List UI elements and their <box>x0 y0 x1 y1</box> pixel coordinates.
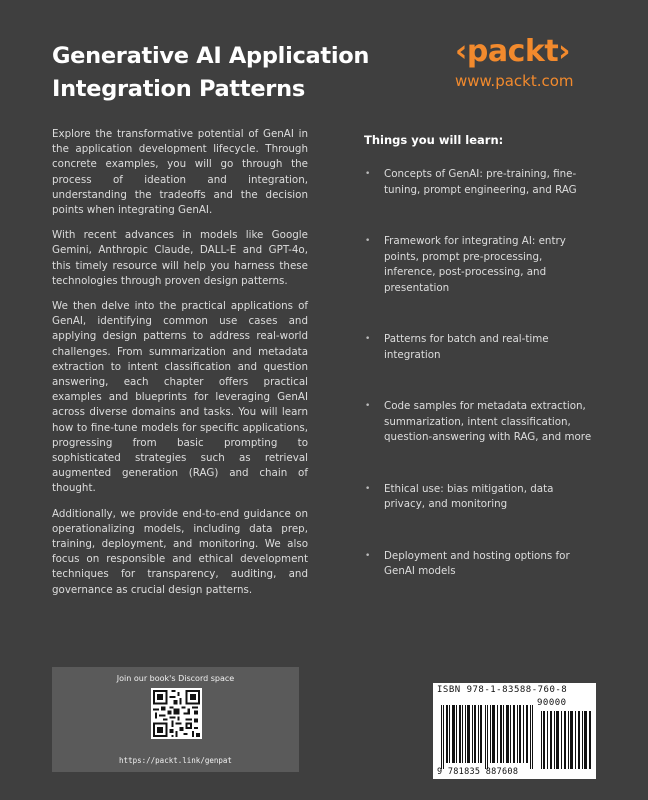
learning-list <box>364 167 596 580</box>
publisher-brand <box>455 34 605 90</box>
discord-panel <box>52 667 299 772</box>
description-paragraph-4: Additionally, we provide end-to-end guidance on operationalizing models, including data prep, training, deployment, and monitoring. We also focus on responsible and ethical development techniques for transparency, auditing, and governance as crucial design patterns. <box>52 507 308 596</box>
barcode-digits: 9 781835 887608 <box>437 767 519 777</box>
publisher-url[interactable]: www.packt.com <box>455 72 574 90</box>
book-title-line-1: Generative AI Application <box>52 43 370 69</box>
description-paragraph-2: With recent advances in models like Google Gemini, Anthropic Claude, DALL-E and GPT-4o, this timely resource will help you harness these technologies through proven design patterns. <box>52 229 308 287</box>
packt-logo: ‹packt› <box>455 34 571 69</box>
learning-item: • Concepts of GenAI: pre-training, fine-tuning, prompt engineering, and RAG <box>364 167 596 198</box>
description-paragraph-3: We then delve into the practical applications of GenAI, identifying common use cases and applying design patterns to address real-world challenges. From summarization and metadata extraction to intent classification and question answering, each chapter offers practical examples and blueprints for leveraging GenAI across diverse domains and tasks. You will learn how to fine-tune models for specific applications, progressing from basic prompting to sophisticated strategies such as retrieval augmented generation (RAG) and chain of thought. <box>52 300 308 495</box>
discord-label: Join our book's Discord space <box>116 674 235 683</box>
description-paragraph-1: Explore the transformative potential of GenAI in the application development lifecycle. Through concrete examples, you will go through the process of ideation and integration, understanding the tradeoffs and the decision points when integrating GenAI. <box>52 128 308 217</box>
isbn-number: ISBN 978-1-83588-760-8 <box>437 685 568 695</box>
book-description <box>52 127 308 608</box>
learning-item: • Deployment and hosting options for GenAI models <box>364 549 596 580</box>
learning-outcomes <box>364 133 596 580</box>
learning-item: • Ethical use: bias mitigation, data privacy, and monitoring <box>364 482 596 513</box>
learning-heading: Things you will learn: <box>364 133 504 147</box>
price-barcode-icon <box>541 711 591 769</box>
isbn-barcode <box>433 683 596 779</box>
learning-item: • Patterns for batch and real-time integration <box>364 332 596 363</box>
price-code: 90000 <box>537 698 567 708</box>
barcode-bars-icon <box>441 697 533 769</box>
learning-item: • Code samples for metadata extraction, summarization, intent classification, question-answering with RAG, and more <box>364 399 596 446</box>
book-title-line-2: Integration Patterns <box>52 76 305 102</box>
learning-item: • Framework for integrating AI: entry points, prompt pre-processing, inference, post-processing, and presentation <box>364 234 596 296</box>
qr-code-icon[interactable] <box>151 688 202 739</box>
discord-link[interactable]: https://packt.link/genpat <box>119 756 232 765</box>
book-title <box>52 40 412 106</box>
